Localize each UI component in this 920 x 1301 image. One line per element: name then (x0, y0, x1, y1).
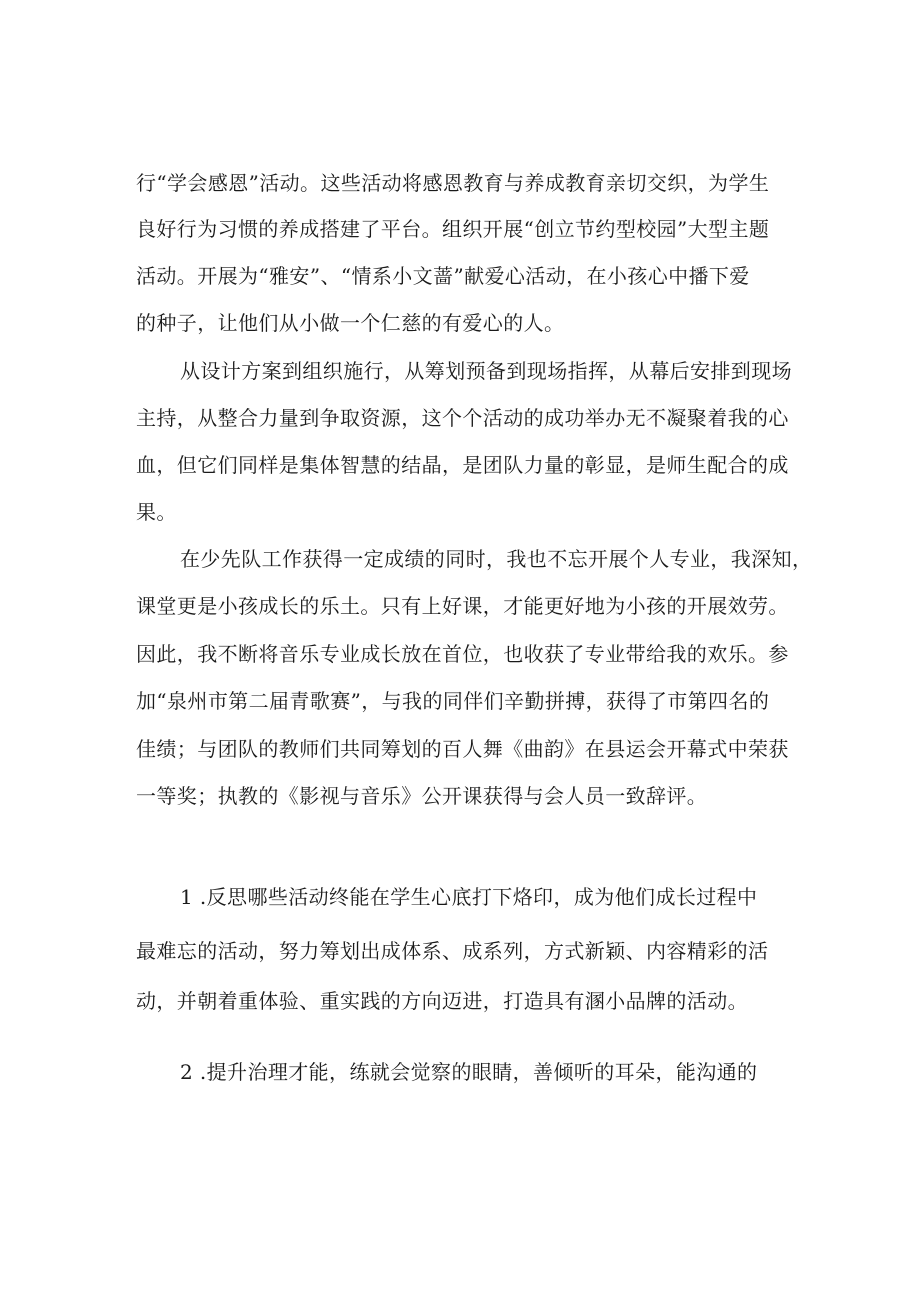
list-item-line: 2 .提升治理才能，练就会觉察的眼睛，善倾听的耳朵，能沟通的 (180, 1060, 758, 1084)
paragraph-line: 课堂更是小孩成长的乐土。只有上好课，才能更好地为小孩的开展效劳。 (136, 594, 789, 618)
paragraph-line: 因此，我不断将音乐专业成长放在首位，也收获了专业带给我的欢乐。参 (136, 642, 789, 666)
paragraph-line: 的种子，让他们从小做一个仁慈的有爱心的人。 (136, 311, 565, 335)
paragraph-line: 主持，从整合力量到争取资源，这个个活动的成功举办无不凝聚着我的心 (136, 406, 789, 430)
paragraph-line: 良好行为习惯的养成搭建了平台。组织开展“创立节约型校园”大型主题 (136, 217, 770, 241)
paragraph-line: 血，但它们同样是集体智慧的结晶，是团队力量的彰显，是师生配合的成 (136, 453, 789, 477)
paragraph-line: 活动。开展为“雅安”、“情系小文蔷”献爱心活动，在小孩心中播下爱 (136, 264, 750, 288)
paragraph-line: 加“泉州市第二届青歌赛”，与我的同伴们辛勤拼搏，获得了市第四名的 (136, 689, 770, 713)
list-item-line: 1 .反思哪些活动终能在学生心底打下烙印，成为他们成长过程中 (180, 885, 758, 909)
paragraph-line: 果。 (136, 500, 177, 524)
paragraph-line: 在少先队工作获得一定成绩的同时，我也不忘开展个人专业，我深知， (180, 547, 813, 571)
paragraph-line: 佳绩；与团队的教师们共同筹划的百人舞《曲韵》在县运会开幕式中荣获 (136, 737, 789, 761)
paragraph-line: 行“学会感恩”活动。这些活动将感恩教育与养成教育亲切交织，为学生 (136, 171, 770, 195)
list-item-line: 最难忘的活动，努力筹划出成体系、成系列，方式新颖、内容精彩的活 (136, 939, 769, 963)
list-item-line: 动，并朝着重体验、重实践的方向迈进，打造具有溷小品牌的活动。 (136, 989, 748, 1013)
paragraph-line: 一等奖；执教的《影视与音乐》公开课获得与会人员一致辞评。 (136, 784, 708, 808)
paragraph-line: 从设计方案到组织施行，从筹划预备到现场指挥，从幕后安排到现场 (180, 359, 792, 383)
